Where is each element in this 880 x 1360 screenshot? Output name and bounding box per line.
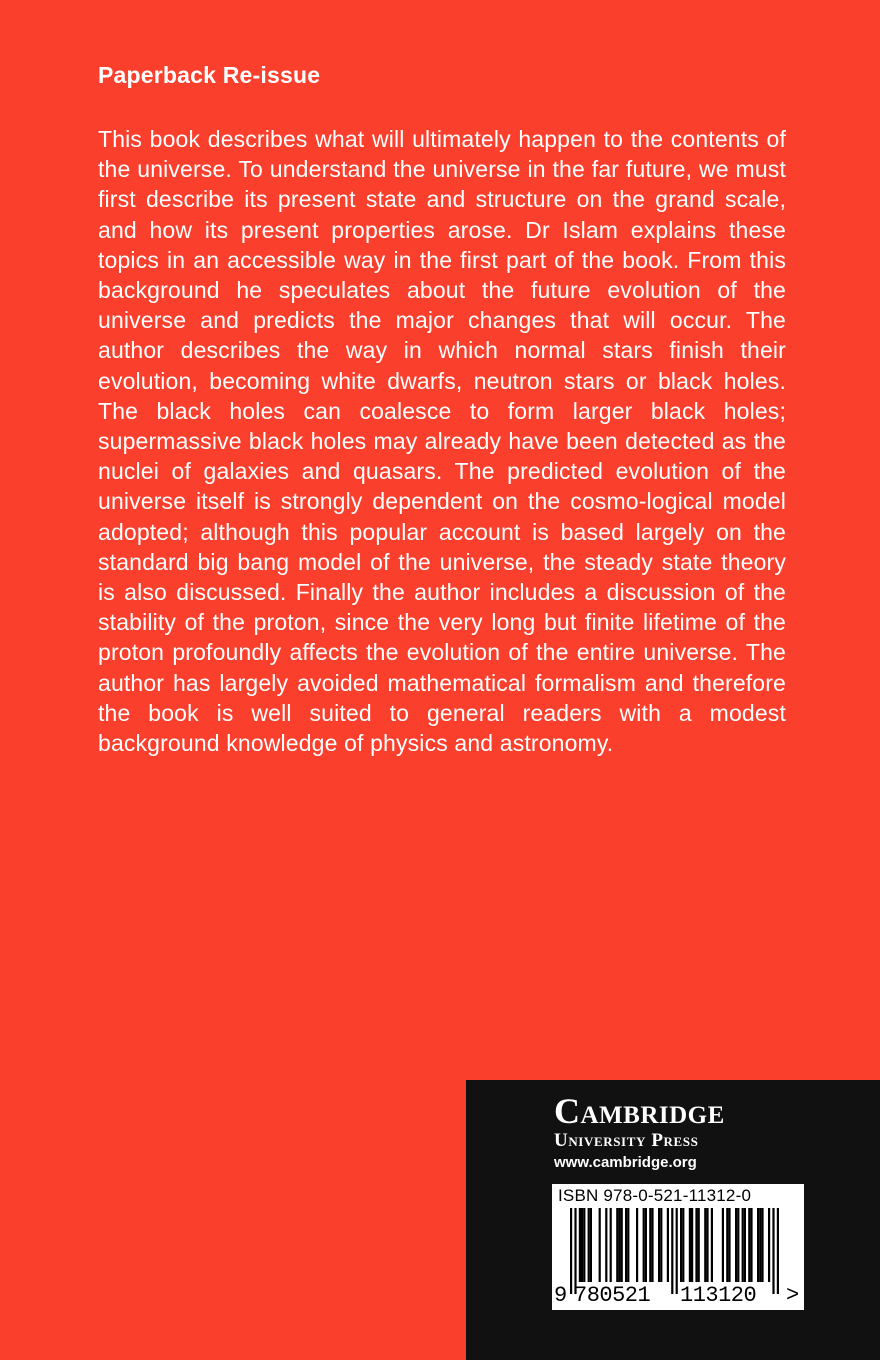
barcode-guard-bar [570, 1208, 572, 1294]
barcode-bar [651, 1208, 653, 1282]
barcode-guard-bar [772, 1208, 774, 1294]
barcode-bar [618, 1208, 620, 1282]
publisher-box [466, 1080, 880, 1360]
barcode-bar [726, 1208, 728, 1282]
isbn-label: ISBN 978-0-521-11312-0 [558, 1186, 752, 1205]
publisher-logo [554, 1092, 725, 1152]
barcode-bar [748, 1208, 750, 1282]
barcode-bar [590, 1208, 592, 1282]
barcode-bar [627, 1208, 629, 1282]
barcode-guard-bar [574, 1208, 576, 1294]
barcode-bar [682, 1208, 684, 1282]
barcode-guard-bar [676, 1208, 678, 1294]
barcode-bar [579, 1208, 581, 1282]
barcode-guard-bar [671, 1208, 673, 1294]
barcode-end-marker: > [786, 1283, 799, 1308]
publisher-name-line2: University Press [554, 1130, 699, 1151]
barcode-bar [711, 1208, 713, 1282]
barcode-bar [645, 1208, 647, 1282]
barcode-first-digit: 9 [554, 1283, 567, 1308]
barcode-bar [610, 1208, 612, 1282]
barcode-bar [658, 1208, 660, 1282]
barcode-bar [722, 1208, 724, 1282]
barcode-bar [680, 1208, 682, 1282]
barcode-bar [689, 1208, 691, 1282]
barcode-right-digits: 113120 [680, 1283, 757, 1308]
publisher-website: www.cambridge.org [554, 1154, 697, 1171]
barcode-bar [621, 1208, 623, 1282]
barcode-bar [698, 1208, 700, 1282]
barcode-bar [691, 1208, 693, 1282]
barcode-card [552, 1184, 804, 1310]
barcode-bar [636, 1208, 638, 1282]
barcode-bar [757, 1208, 759, 1282]
book-description: This book describes what will ultimately happen to the contents of the universe. To understand the universe in the far future, we must first describe its present state and structure on the grand scale, and how its present properties arose. Dr Islam explains these topics in an accessible way in the first part of the book. From this background he speculates about the future evolution of the universe and predicts the major changes that will occur. The author describes the way in which normal stars finish their evolution, becoming white dwarfs, neutron stars or black holes. The black holes can coalesce to form larger black holes; supermassive black holes may already have been detected as the nuclei of galaxies and quasars. The predicted evolution of the universe itself is strongly dependent on the cosmo-logical model adopted; although this popular account is based largely on the standard big bang model of the universe, the steady state theory is also discussed. Finally the author includes a discussion of the stability of the proton, since the very long but finite lifetime of the proton profoundly affects the evolution of the entire universe. The author has largely avoided mathematical formalism and therefore the book is well suited to general readers with a modest background knowledge of physics and astronomy. [98, 126, 786, 757]
barcode-bar [616, 1208, 618, 1282]
barcode-bar [583, 1208, 585, 1282]
barcode-left-digits: 780521 [574, 1283, 651, 1308]
barcode-bar [588, 1208, 590, 1282]
barcode-bar [695, 1208, 697, 1282]
barcode-bar [735, 1208, 737, 1282]
barcode-bar [667, 1208, 669, 1282]
barcode-bar [759, 1208, 761, 1282]
barcode-bar [625, 1208, 627, 1282]
barcode-bar [706, 1208, 708, 1282]
publisher-name-line1: Cambridge [554, 1091, 725, 1131]
cover-heading: Paperback Re-issue [98, 62, 321, 88]
barcode-bar [768, 1208, 770, 1282]
barcode-bar [761, 1208, 763, 1282]
barcode-bar [742, 1208, 744, 1282]
barcode-guard-bar [777, 1208, 779, 1294]
barcode-bar [649, 1208, 651, 1282]
barcode-bar [737, 1208, 739, 1282]
barcode-bar [599, 1208, 601, 1282]
barcode-bar [581, 1208, 583, 1282]
barcode-bar [744, 1208, 746, 1282]
barcode-bar [643, 1208, 645, 1282]
barcode-bar [704, 1208, 706, 1282]
barcode-bar [660, 1208, 662, 1282]
barcode-bar [605, 1208, 607, 1282]
barcode-bar [728, 1208, 730, 1282]
barcode-bar [750, 1208, 752, 1282]
